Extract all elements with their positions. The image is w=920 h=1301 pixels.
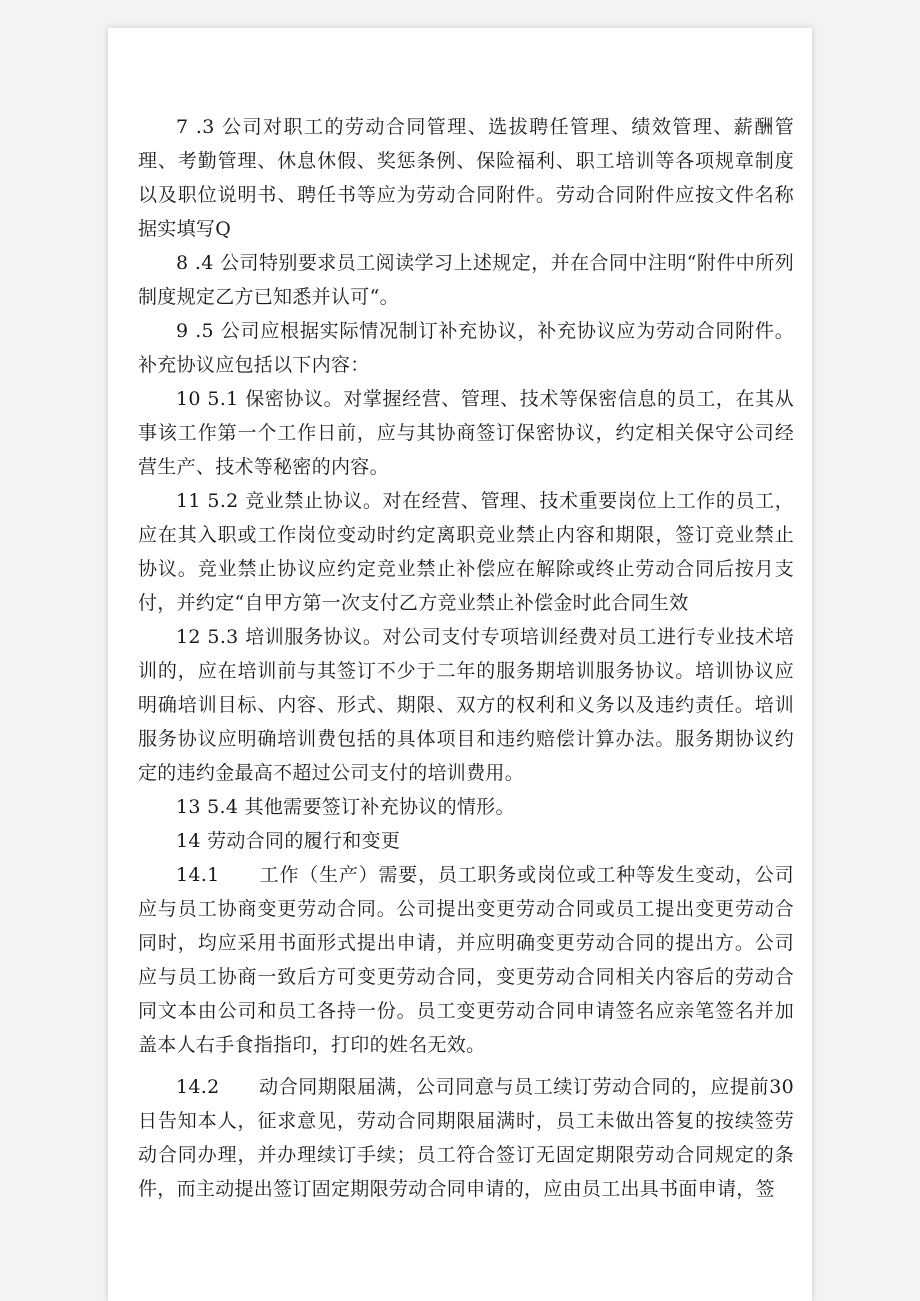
paragraph-12-5-3: 12 5.3 培训服务协议。对公司支付专项培训经费对员工进行专业技术培训的，应在培训前与其签订不少于二年的服务期培训服务协议。培训协议应明确培训目标、内容、形式、期限、双方的权利和义务以及违约责任。培训服务协议应明确培训费包括的具体项目和违约赔偿计算办法。服务期协议约定的违约金最高不超过公司支付的培训费用。 [138,626,794,784]
section-heading-14: 14 劳动合同的履行和变更 [176,830,401,852]
paragraph-14-1: 14.1 工作（生产）需要，员工职务或岗位或工种等发生变动，公司应与员工协商变更劳动合同。公司提出变更劳动合同或员工提出变更劳动合同时，均应采用书面形式提出申请，并应明确变更劳动合同的提出方。公司应与员工协商一致后方可变更劳动合同，变更劳动合同相关内容后的劳动合同文本由公司和员工各持一份。员工变更劳动合同申请签名应亲笔签名并加盖本人右手食指指印，打印的姓名无效。 [138,864,794,1056]
paragraph-11-5-2: 11 5.2 竞业禁止协议。对在经营、管理、技术重要岗位上工作的员工，应在其入职或工作岗位变动时约定离职竞业禁止内容和期限，签订竞业禁止协议。竞业禁止协议应约定竞业禁止补偿应在解除或终止劳动合同后按月支付，并约定“自甲方第一次支付乙方竞业禁止补偿金时此合同生效 [138,490,794,614]
document-body [138,110,794,1206]
paragraph-7-3: 7 .3 公司对职工的劳动合同管理、选拔聘任管理、绩效管理、薪酬管理、考勤管理、休息休假、奖惩条例、保险福利、职工培训等各项规章制度以及职位说明书、聘任书等应为劳动合同附件。劳动合同附件应按文件名称据实填写Q [138,116,794,240]
paragraph-8-4: 8 .4 公司特别要求员工阅读学习上述规定，并在合同中注明“附件中所列制度规定乙方已知悉并认可“。 [138,252,794,308]
paragraph-10-5-1: 10 5.1 保密协议。对掌握经营、管理、技术等保密信息的员工，在其从事该工作第一个工作日前，应与其协商签订保密协议，约定相关保守公司经营生产、技术等秘密的内容。 [138,388,794,478]
paragraph-9-5: 9 .5 公司应根据实际情况制订补充协议，补充协议应为劳动合同附件。补充协议应包括以下内容： [138,320,794,376]
paragraph-14-2: 14.2 动合同期限届满，公司同意与员工续订劳动合同的，应提前30日告知本人，征求意见，劳动合同期限届满时，员工未做出答复的按续签劳动合同办理，并办理续订手续；员工符合签订无固定期限劳动合同规定的条件，而主动提出签订固定期限劳动合同申请的，应由员工出具书面申请，签 [138,1076,794,1200]
paragraph-13-5-4: 13 5.4 其他需要签订补充协议的情形。 [176,796,515,818]
